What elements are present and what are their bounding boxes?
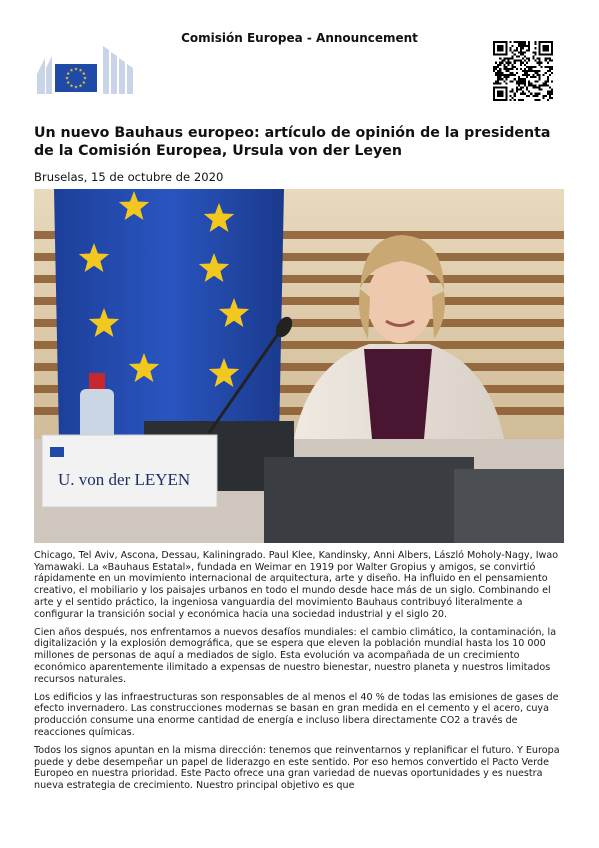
nameplate-text: U. von der LEYEN <box>58 470 191 489</box>
article-dateline: Bruselas, 15 de octubre de 2020 <box>34 170 224 184</box>
paragraph: Chicago, Tel Aviv, Ascona, Dessau, Kaliningrado. Paul Klee, Kandinsky, Anni Albers, László Moholy-Nagy, Iwao Yamawaki. La «Bauhaus Estatal», fundada en Weimar en 1919 por Walter Gropius y amigos, se convirtió rápidamente en un movimiento internacional de arquitectura, arte y diseño. Ha influido en el pensamiento creativo, el mobiliario y los paisajes urbanos en todo el mundo desde hace más de un siglo. Combinando el arte y el sentido práctico, la ingeniosa vanguardia del movimiento Bauhaus contribuyó literalmente a configurar la transición social y económica hacia una sociedad industrial y el siglo 20. <box>34 550 559 620</box>
article-body <box>34 550 569 798</box>
paragraph: Los edificios y las infraestructuras son responsables de al menos el 40 % de todas las emisiones de gases de efecto invernadero. Las construcciones modernas se basan en gran medida en el cemento y el acero, cuya producción consume una enorme cantidad de energía e incluso libera directamente CO2 a través de reacciones químicas. <box>34 691 559 738</box>
article-photo <box>34 189 564 543</box>
european-commission-logo <box>35 44 139 96</box>
header-title: Comisión Europea - Announcement <box>181 31 418 45</box>
qr-code-icon <box>493 41 553 101</box>
paragraph: Todos los signos apuntan en la misma dirección: tenemos que reinventarnos y replanificar el futuro. Y Europa puede y debe desempeñar un papel de liderazgo en este sentido. Por eso hemos convertido el Pacto Verde Europeo en nuestra prioridad. Este Pacto ofrece una gran variedad de nuevas oportunidades y es nuestra nueva estrategia de crecimiento. Nuestro principal objetivo es que <box>34 745 560 792</box>
article-title: Un nuevo Bauhaus europeo: artículo de opinión de la presidenta de la Comisión Europea, Ursula von der Leyen <box>34 125 551 159</box>
paragraph: Cien años después, nos enfrentamos a nuevos desafíos mundiales: el cambio climático, la contaminación, la digitalización y la explosión demográfica, que se espera que eleven la población mundial hasta los 10 000 millones de personas de aquí a mediados de siglo. Esta evolución va acompañada de un crecimiento económico aparentemente ilimitado a expensas de nuestro bienestar, nuestro planeta y nuestros limitados recursos naturales. <box>34 626 557 685</box>
